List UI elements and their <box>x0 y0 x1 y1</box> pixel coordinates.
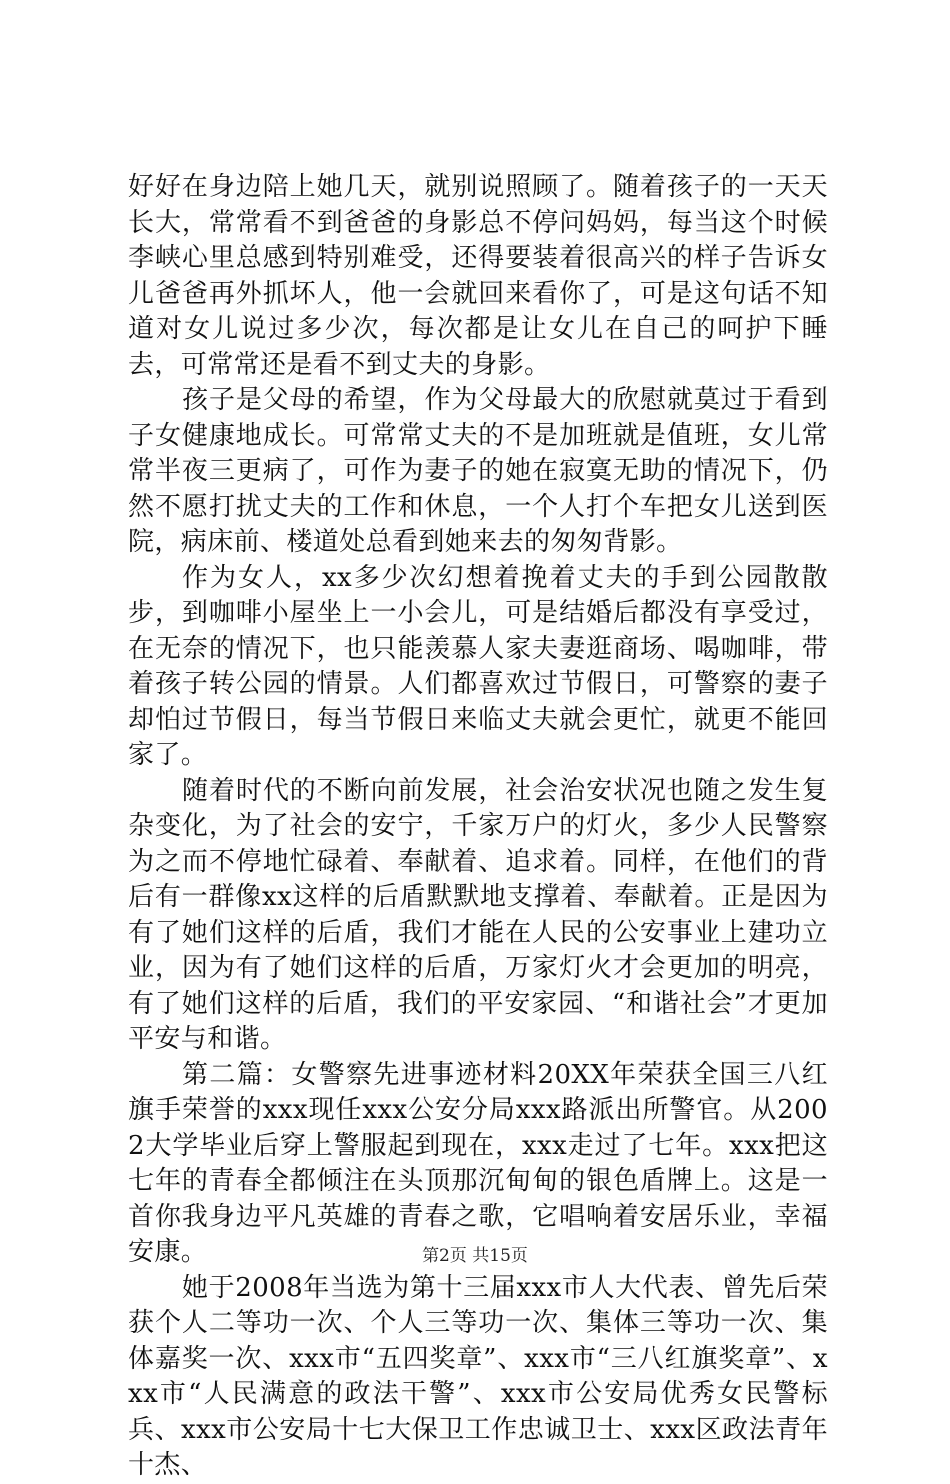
paragraph-5: 第二篇：女警察先进事迹材料20XX年荣获全国三八红旗手荣誉的xxx现任xxx公安分局xxx路派出所警官。从2002大学毕业后穿上警服起到现在，xxx走过了七年。xxx把这七年的青春全都倾注在头顶那沉甸甸的银色盾牌上。这是一首你我身边平凡英雄的青春之歌，它唱响着安居乐业，幸福安康。 <box>128 1059 828 1267</box>
paragraph-2: 孩子是父母的希望，作为父母最大的欣慰就莫过于看到子女健康地成长。可常常丈夫的不是加班就是值班，女儿常常半夜三更病了，可作为妻子的她在寂寞无助的情况下，仍然不愿打扰丈夫的工作和休息，一个人打个车把女儿送到医院，病床前、楼道处总看到她来去的匆匆背影。 <box>128 385 828 557</box>
page-footer <box>0 1241 950 1266</box>
body-text <box>128 170 828 1484</box>
page-number-label: 第2页 共15页 <box>422 1246 528 1266</box>
paragraph-3: 作为女人，xx多少次幻想着挽着丈夫的手到公园散散步，到咖啡小屋坐上一小会儿，可是结婚后都没有享受过，在无奈的情况下，也只能羡慕人家夫妻逛商场、喝咖啡，带着孩子转公园的情景。人们都喜欢过节假日，可警察的妻子却怕过节假日，每当节假日来临丈夫就会更忙，就更不能回家了。 <box>128 562 828 770</box>
paragraph-1: 好好在身边陪上她几天，就别说照顾了。随着孩子的一天天长大，常常看不到爸爸的身影总不停问妈妈，每当这个时候李峡心里总感到特别难受，还得要装着很高兴的样子告诉女儿爸爸再外抓坏人，他一会就回来看你了，可是这句话不知道对女儿说过多少次，每次都是让女儿在自己的呵护下睡去，可常常还是看不到丈夫的身影。 <box>128 172 828 380</box>
paragraph-6: 她于2008年当选为第十三届xxx市人大代表、曾先后荣获个人二等功一次、个人三等功一次、集体三等功一次、集体嘉奖一次、xxx市“五四奖章”、xxx市“三八红旗奖章”、xxx市“人民满意的政法干警”、xxx市公安局优秀女民警标兵、xxx市公安局十七大保卫工作忠诚卫士、xxx区政法青年十杰、 <box>128 1272 828 1480</box>
paragraph-4: 随着时代的不断向前发展，社会治安状况也随之发生复杂变化，为了社会的安宁，千家万户的灯火，多少人民警察为之而不停地忙碌着、奉献着、追求着。同样，在他们的背后有一群像xx这样的后盾默默地支撑着、奉献着。正是因为有了她们这样的后盾，我们才能在人民的公安事业上建功立业，因为有了她们这样的后盾，万家灯火才会更加的明亮，有了她们这样的后盾，我们的平安家园、“和谐社会”才更加平安与和谐。 <box>128 775 828 1054</box>
